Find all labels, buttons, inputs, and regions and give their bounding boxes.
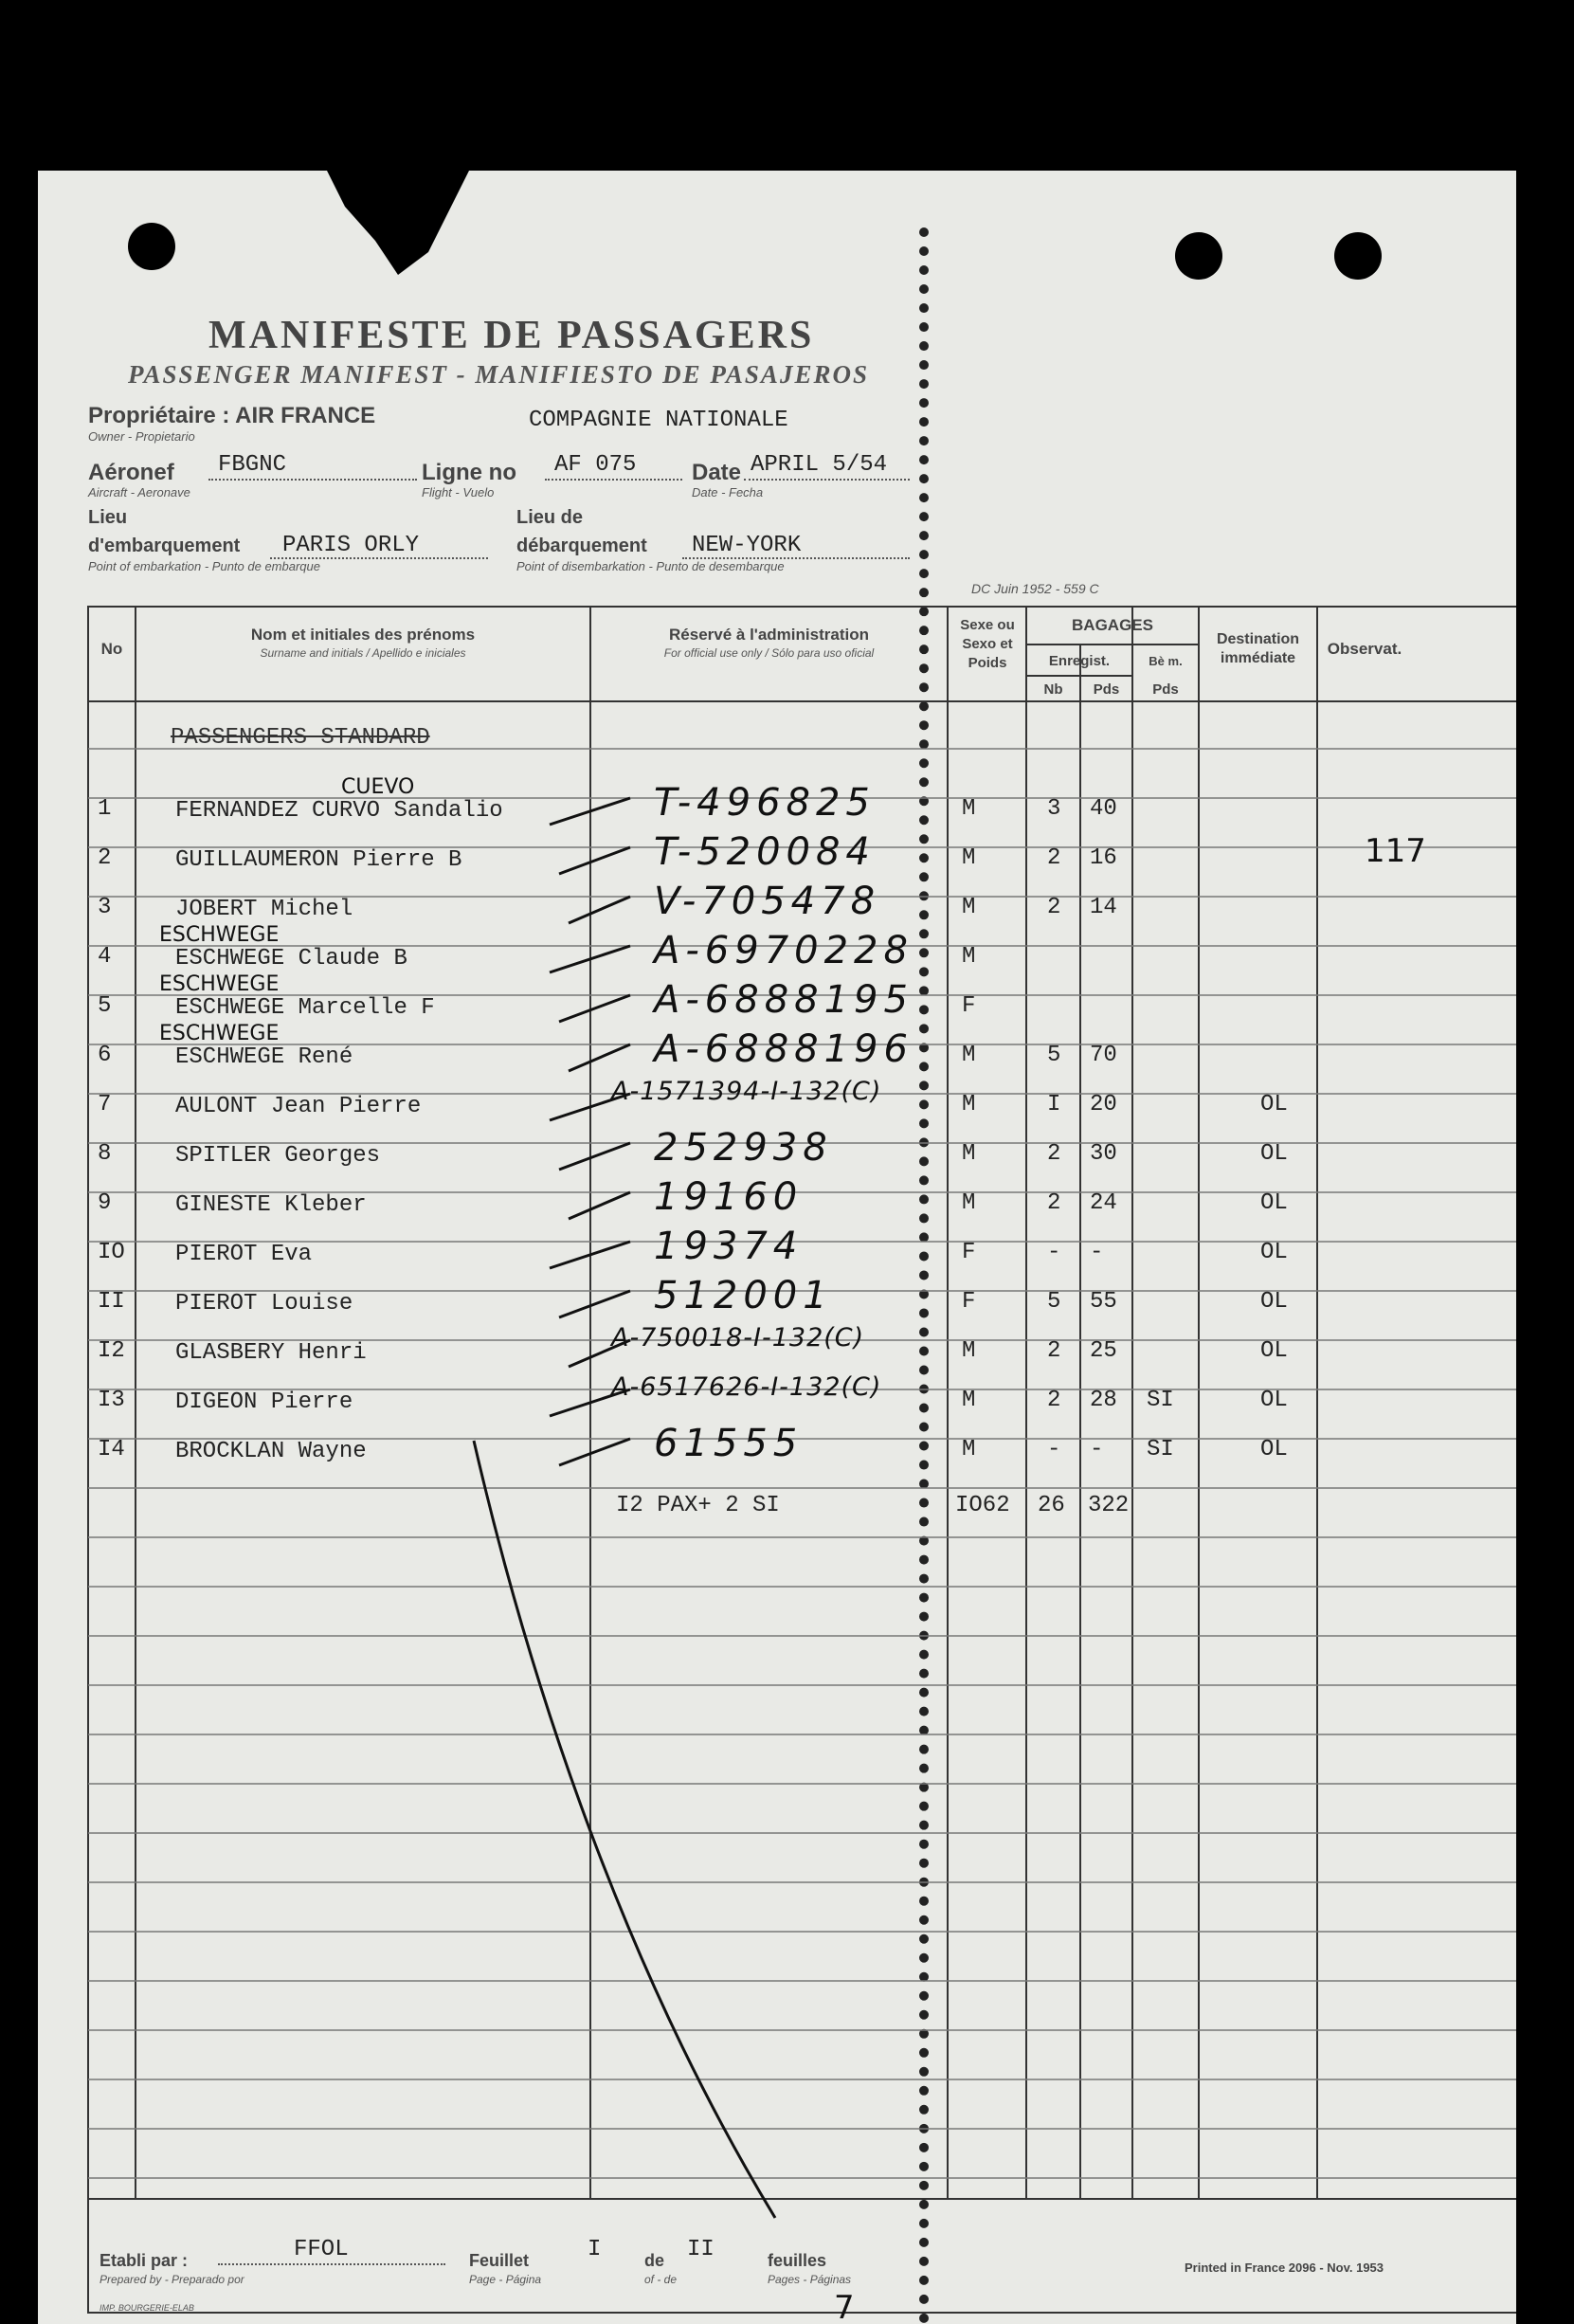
row-passenger-name: GINESTE Kleber (175, 1192, 367, 1218)
check-mark (559, 995, 630, 1022)
row-admin-number: 512001 (654, 1274, 833, 1317)
row-bag-count: 2 (1047, 1338, 1061, 1364)
col-header-name: Nom et initiales des prénoms (250, 626, 476, 644)
check-mark (569, 1192, 630, 1219)
check-mark (569, 1044, 630, 1071)
of-label: de (644, 2251, 665, 2270)
row-number: IO (98, 1240, 125, 1265)
row-sex: M (962, 895, 976, 920)
row-destination: OL (1260, 1240, 1288, 1265)
total-bag-count: 26 (1038, 1493, 1065, 1518)
sheets-sublabel: Pages - Páginas (768, 2273, 852, 2286)
embarkation-sublabel: Point of embarkation - Punto de embarque (88, 559, 320, 573)
row-admin-number: 19374 (654, 1225, 804, 1268)
row-number: I2 (98, 1338, 125, 1364)
row-handwritten-correction: ESCHWEGE (159, 972, 280, 996)
row-admin-number: T-520084 (654, 830, 876, 874)
row-admin-number: A-6517626-I-132(C) (611, 1372, 882, 1402)
sheet-label: Feuillet (469, 2251, 530, 2270)
sheet-sublabel: Page - Página (469, 2273, 542, 2286)
col-header-number: No (100, 640, 123, 658)
row-admin-number: T-496825 (654, 781, 876, 825)
row-number: I4 (98, 1437, 125, 1462)
form-reference: DC Juin 1952 - 559 C (971, 581, 1099, 596)
col-header-baggage: BAGAGES (1072, 616, 1153, 634)
row-passenger-name: BROCKLAN Wayne (175, 1439, 367, 1464)
row-sex: M (962, 1043, 976, 1068)
flight-sublabel: Flight - Vuelo (422, 485, 495, 499)
row-bag-weight: 30 (1090, 1141, 1117, 1167)
disembarkation-label-line2: débarquement (516, 536, 647, 556)
disembarkation-value: NEW-YORK (692, 533, 802, 558)
disembarkation-label-line1: Lieu de (516, 507, 584, 528)
row-bag-count: - (1047, 1240, 1061, 1265)
row-passenger-name: ESCHWEGE Marcelle F (175, 995, 435, 1021)
row-destination: OL (1260, 1388, 1288, 1413)
prepared-by-value: FFOL (294, 2237, 349, 2262)
flight-value: AF 075 (554, 452, 637, 478)
total-bag-weight: 322 (1088, 1493, 1130, 1518)
date-sublabel: Date - Fecha (692, 485, 764, 499)
row-passenger-name: FERNANDEZ CURVO Sandalio (175, 798, 503, 824)
col-header-admin: Réservé à l'administration (669, 626, 869, 644)
row-sex: F (962, 1289, 976, 1315)
row-bag-weight: 20 (1090, 1092, 1117, 1117)
row-passenger-name: PIEROT Eva (175, 1242, 313, 1267)
row-number: 7 (98, 1092, 112, 1117)
printer-imprint: IMP. BOURGERIE-ELAB (100, 2303, 194, 2313)
row-bag-count: - (1047, 1437, 1061, 1462)
aircraft-label: Aéronef (88, 460, 174, 485)
row-destination: OL (1260, 1141, 1288, 1167)
row-bag-count: 2 (1047, 845, 1061, 871)
row-handwritten-correction: ESCHWEGE (159, 1022, 280, 1045)
row-bag-weight: - (1090, 1240, 1104, 1265)
row-bag-weight: 16 (1090, 845, 1117, 871)
date-value: APRIL 5/54 (751, 452, 888, 478)
embarkation-label-line1: Lieu (88, 507, 128, 528)
total-passengers: I2 PAX+ 2 SI (616, 1493, 780, 1518)
disembarkation-sublabel: Point of disembarkation - Punto de desembarque (516, 559, 785, 573)
row-bag-weight: 14 (1090, 895, 1117, 920)
col-header-admin-sub: For official use only / Sólo para uso oficial (663, 646, 875, 660)
row-sex: M (962, 1437, 976, 1462)
aircraft-sublabel: Aircraft - Aeronave (88, 485, 190, 499)
row-passenger-name: GLASBERY Henri (175, 1340, 367, 1366)
aircraft-value: FBGNC (218, 452, 287, 478)
owner-label: Propriétaire : AIR FRANCE (88, 403, 376, 428)
row-bag-weight: 70 (1090, 1043, 1117, 1068)
row-number: 5 (98, 993, 112, 1019)
row-bag-weight: 24 (1090, 1190, 1117, 1216)
row-passenger-name: SPITLER Georges (175, 1143, 381, 1169)
row-bag-weight: 40 (1090, 796, 1117, 822)
flight-label: Ligne no (422, 460, 516, 485)
col-header-registered: Enregist. (1048, 653, 1111, 669)
row-bag-count: 2 (1047, 1141, 1061, 1167)
sheet-value: I (588, 2237, 602, 2262)
col-header-destination: Destination immédiate (1216, 631, 1300, 666)
document-subtitle: PASSENGER MANIFEST - MANIFIESTO DE PASAJEROS (128, 360, 869, 389)
row-sex: M (962, 1190, 976, 1216)
row-number: II (98, 1289, 125, 1315)
row-sex: M (962, 1141, 976, 1167)
row-hand-baggage: SI (1147, 1437, 1174, 1462)
row-passenger-name: GUILLAUMERON Pierre B (175, 847, 462, 873)
row-sex: M (962, 845, 976, 871)
embarkation-value: PARIS ORLY (282, 533, 420, 558)
row-admin-number: A-6888195 (654, 978, 914, 1022)
row-sex: M (962, 796, 976, 822)
row-observation: 117 (1365, 832, 1426, 870)
row-sex: M (962, 1092, 976, 1117)
col-header-sex-weight: Sexe ou Sexo et Poids (960, 617, 1015, 671)
row-sex: M (962, 1338, 976, 1364)
row-passenger-name: PIEROT Louise (175, 1291, 353, 1316)
col-header-nb: Nb (1043, 681, 1063, 698)
embarkation-label-line2: d'embarquement (88, 536, 241, 556)
col-header-observations: Observat. (1327, 640, 1402, 658)
prepared-by-label: Etabli par : (100, 2251, 189, 2270)
col-header-pds: Pds (1093, 681, 1120, 698)
check-mark (569, 897, 630, 923)
page-mark: 7 (834, 2289, 855, 2324)
row-admin-number: A-750018-I-132(C) (611, 1323, 865, 1353)
row-admin-number: 19160 (654, 1175, 804, 1219)
check-mark (559, 1291, 630, 1317)
owner-sublabel: Owner - Propietario (88, 429, 195, 444)
row-passenger-name: JOBERT Michel (175, 897, 353, 922)
row-admin-number: A-1571394-I-132(C) (611, 1077, 882, 1106)
row-bag-weight: - (1090, 1437, 1104, 1462)
row-admin-number: A-6888196 (654, 1027, 914, 1071)
printer-note: Printed in France 2096 - Nov. 1953 (1185, 2260, 1384, 2275)
col-header-name-sub: Surname and initials / Apellido e iniciales (260, 646, 466, 660)
row-admin-number: 252938 (654, 1126, 833, 1170)
row-passenger-name: DIGEON Pierre (175, 1389, 353, 1415)
row-number: I3 (98, 1388, 125, 1413)
row-bag-count: 2 (1047, 1190, 1061, 1216)
diagonal-strike-line (474, 1441, 775, 2218)
row-passenger-name: AULONT Jean Pierre (175, 1094, 422, 1119)
row-number: 1 (98, 796, 112, 822)
col-header-hand-baggage: Bè m. (1149, 654, 1183, 668)
row-bag-count: 5 (1047, 1289, 1061, 1315)
row-passenger-name: ESCHWEGE René (175, 1044, 353, 1070)
row-bag-count: 2 (1047, 1388, 1061, 1413)
row-destination: OL (1260, 1289, 1288, 1315)
struck-heading: PASSENGERS STANDARD (171, 725, 430, 751)
row-bag-count: 2 (1047, 895, 1061, 920)
row-admin-number: V-705478 (654, 880, 881, 923)
row-sex: M (962, 944, 976, 970)
row-passenger-name: ESCHWEGE Claude B (175, 946, 407, 971)
row-handwritten-correction: ESCHWEGE (159, 923, 280, 947)
row-destination: OL (1260, 1338, 1288, 1364)
row-number: 3 (98, 895, 112, 920)
row-destination: OL (1260, 1437, 1288, 1462)
row-bag-weight: 28 (1090, 1388, 1117, 1413)
row-handwritten-correction: CUEVO (341, 775, 415, 799)
row-sex: F (962, 1240, 976, 1265)
row-bag-count: I (1047, 1092, 1061, 1117)
row-number: 4 (98, 944, 112, 970)
row-admin-number: 61555 (654, 1422, 804, 1465)
row-hand-baggage: SI (1147, 1388, 1174, 1413)
check-mark (559, 1439, 630, 1465)
row-sex: F (962, 993, 976, 1019)
prepared-by-sublabel: Prepared by - Preparado por (100, 2273, 244, 2286)
check-mark (559, 847, 630, 874)
row-bag-weight: 25 (1090, 1338, 1117, 1364)
field-underline (218, 2263, 445, 2265)
row-number: 6 (98, 1043, 112, 1068)
row-number: 2 (98, 845, 112, 871)
date-label: Date (692, 460, 742, 485)
row-destination: OL (1260, 1190, 1288, 1216)
row-bag-count: 5 (1047, 1043, 1061, 1068)
row-destination: OL (1260, 1092, 1288, 1117)
of-value: II (687, 2237, 715, 2262)
of-sublabel: of - de (644, 2273, 678, 2286)
sheets-label: feuilles (768, 2251, 827, 2270)
col-header-hand-pds: Pds (1152, 681, 1179, 698)
document-title: MANIFESTE DE PASSAGERS (208, 314, 815, 357)
total-weight: IO62 (955, 1493, 1010, 1518)
manifest-sheet (38, 171, 1516, 2324)
check-mark (559, 1143, 630, 1170)
owner-company: COMPAGNIE NATIONALE (529, 408, 788, 433)
row-number: 8 (98, 1141, 112, 1167)
row-number: 9 (98, 1190, 112, 1216)
row-admin-number: A-6970228 (654, 929, 914, 972)
row-bag-count: 3 (1047, 796, 1061, 822)
row-sex: M (962, 1388, 976, 1413)
row-bag-weight: 55 (1090, 1289, 1117, 1315)
